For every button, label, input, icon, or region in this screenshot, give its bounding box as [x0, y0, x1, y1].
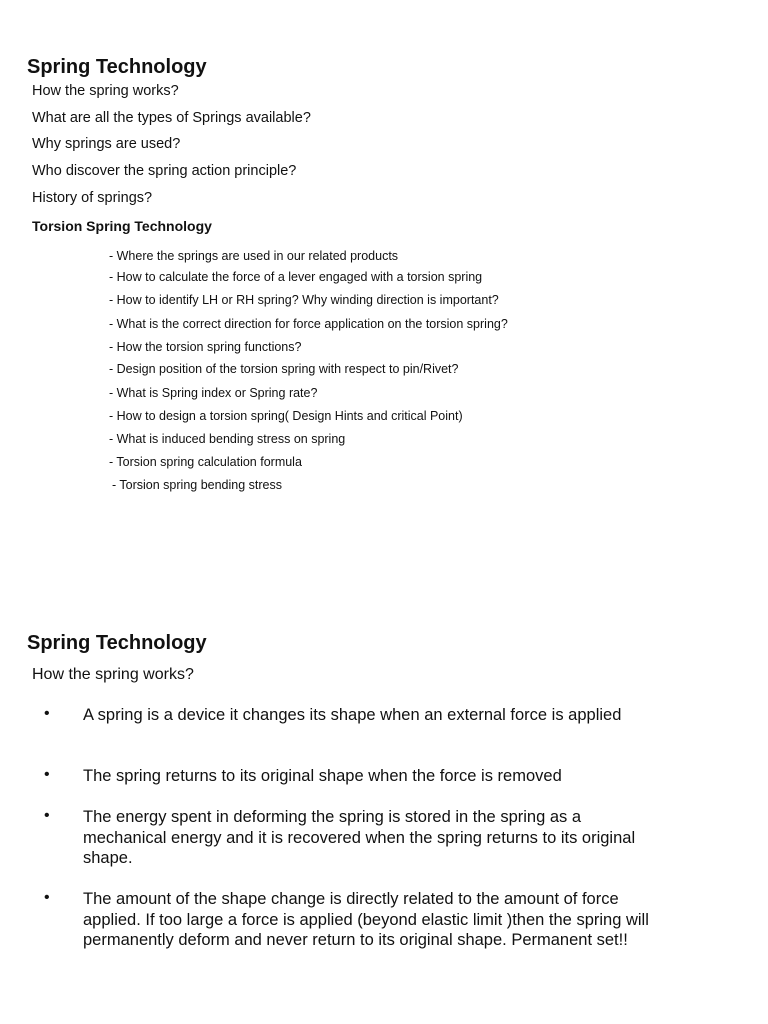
sub-item: - Torsion spring bending stress: [112, 478, 282, 492]
sub-item: - What is Spring index or Spring rate?: [109, 386, 318, 400]
sub-item: - What is the correct direction for force application on the torsion spring?: [109, 317, 508, 331]
sub-item: - How to design a torsion spring( Design Hints and critical Point): [109, 409, 463, 423]
bullet-text: The amount of the shape change is directly related to the amount of force applied. If too large a force is applied (beyond elastic limit )then the spring will permanently deform and never return to its original shape. Permanent set!!: [83, 890, 649, 949]
sub-item: - What is induced bending stress on spring: [109, 432, 346, 446]
sub-item: - How to calculate the force of a lever engaged with a torsion spring: [109, 270, 483, 284]
sub-item: - How the torsion spring functions?: [109, 340, 302, 354]
section1-title: Spring Technology: [27, 56, 207, 78]
bullet-marker: •: [44, 766, 50, 783]
bullet-marker: •: [44, 705, 50, 722]
bullet-text: The spring returns to its original shape when the force is removed: [83, 767, 562, 785]
sub-item: - Torsion spring calculation formula: [109, 455, 302, 469]
sub-item: - Where the springs are used in our related products: [109, 249, 399, 263]
sub-item: - How to identify LH or RH spring? Why winding direction is important?: [109, 293, 499, 307]
sub-item: - Design position of the torsion spring with respect to pin/Rivet?: [109, 362, 459, 376]
question-how-spring-works: How the spring works?: [32, 83, 179, 99]
question-why-springs-used: Why springs are used?: [32, 136, 181, 152]
question-types-of-springs: What are all the types of Springs available?: [32, 110, 311, 126]
question-who-discovered: Who discover the spring action principle?: [32, 163, 297, 179]
bullet-text: The energy spent in deforming the spring is stored in the spring as a mechanical energy and it is recovered when the spring returns to its original shape.: [83, 808, 636, 867]
bullet-text: A spring is a device it changes its shape when an external force is applied: [83, 706, 622, 724]
bullet-marker: •: [44, 889, 50, 906]
section2-question: How the spring works?: [32, 666, 194, 683]
bullet-marker: •: [44, 807, 50, 824]
torsion-subheading: Torsion Spring Technology: [32, 218, 212, 234]
section2-title: Spring Technology: [27, 632, 207, 654]
question-history: History of springs?: [32, 190, 153, 206]
